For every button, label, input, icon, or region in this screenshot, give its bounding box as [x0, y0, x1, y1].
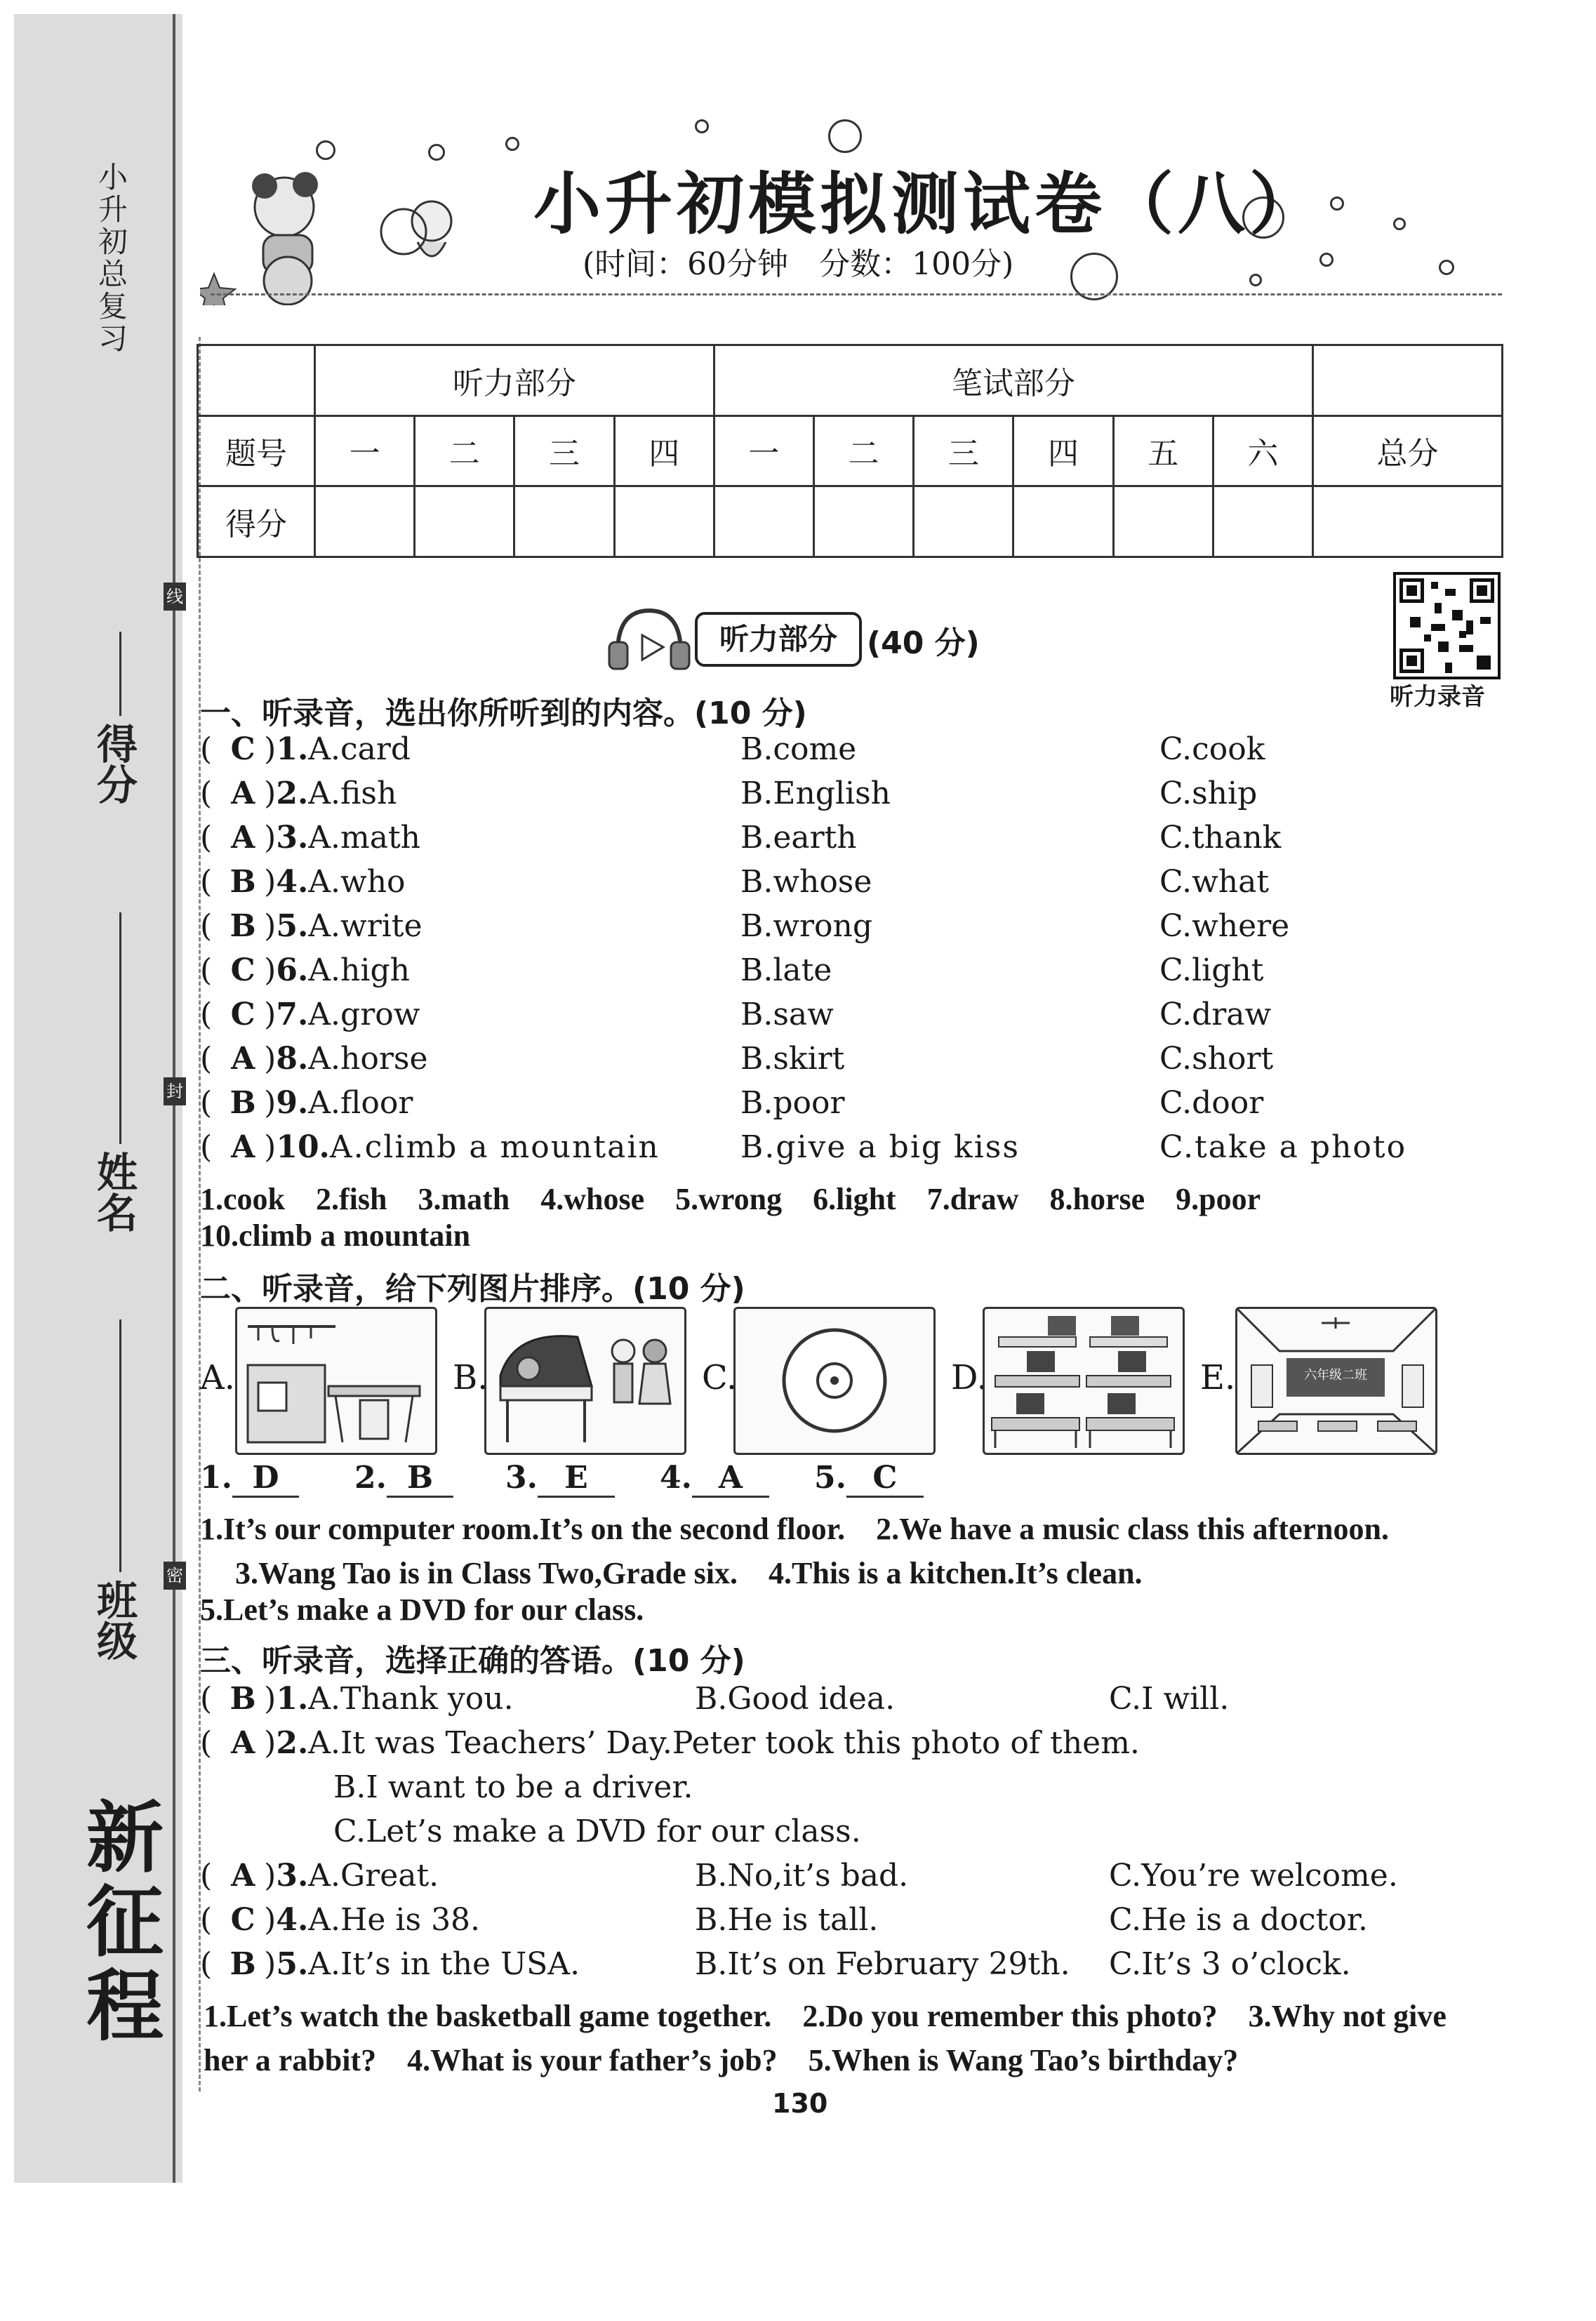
cartoon-girl-icon — [200, 151, 495, 305]
option-b: B.whose — [740, 864, 872, 900]
part1-heading: 一、听录音，选出你所听到的内容。(10 分) — [200, 696, 807, 731]
option-b: B.earth — [740, 820, 857, 856]
row-label-score: 得分 — [198, 486, 315, 557]
answer-key: her a rabbit? 4.What is your father’s job? 5.When is Wang Tao’s birthday? — [204, 2043, 1239, 2077]
option-c: C.what — [1159, 864, 1269, 900]
picture-label: E. — [1200, 1358, 1236, 1397]
answer-blank: 2. B — [354, 1460, 453, 1498]
bubble-icon — [505, 137, 519, 151]
qr-caption: 听力录音 — [1390, 683, 1485, 711]
column-header: 三 — [514, 415, 614, 486]
option-c: C.You’re welcome. — [1109, 1858, 1398, 1894]
picture-label: C. — [702, 1358, 738, 1397]
option-b: B.give a big kiss — [740, 1129, 1020, 1165]
option-c: C.light — [1159, 952, 1264, 988]
sidebar-name-label: 姓名 — [90, 1151, 138, 1232]
listening-header: 听力部分 — [315, 345, 714, 416]
option-b: B.English — [740, 776, 891, 811]
option-c: C.take a photo — [1159, 1129, 1407, 1165]
score-cell[interactable] — [714, 486, 813, 557]
option-c: C.door — [1159, 1085, 1264, 1121]
piano-icon — [484, 1307, 686, 1455]
column-header-total: 总分 — [1313, 415, 1503, 486]
answer-key: 10.climb a mountain — [200, 1218, 471, 1253]
score-cell[interactable] — [614, 486, 714, 557]
computer-room-icon — [983, 1307, 1185, 1455]
classroom-sign: 六年级二班 — [1304, 1368, 1367, 1383]
column-header: 四 — [1013, 415, 1113, 486]
column-header: 五 — [1113, 415, 1213, 486]
qr-code-icon[interactable] — [1393, 572, 1501, 679]
list-item: ( A )3.A.math — [200, 820, 421, 856]
part2-heading: 二、听录音，给下列图片排序。(10 分) — [200, 1271, 745, 1307]
list-item: ( A )10.A.climb a mountain — [200, 1129, 660, 1165]
bubble-icon — [695, 119, 709, 133]
answer-blank: 5. C — [814, 1460, 924, 1498]
column-header: 一 — [315, 415, 415, 486]
picture-label: D. — [951, 1358, 988, 1397]
score-cell[interactable] — [914, 486, 1013, 557]
seal-secret-mark: 密 — [164, 1562, 186, 1590]
score-cell[interactable] — [1113, 486, 1213, 557]
score-cell[interactable] — [1313, 486, 1503, 557]
answer-blank: 4. A — [660, 1460, 769, 1498]
score-cell[interactable] — [814, 486, 914, 557]
kitchen-icon — [235, 1307, 437, 1455]
header-divider — [211, 293, 1502, 295]
bubble-icon — [1330, 197, 1344, 211]
listening-badge: 听力部分 — [695, 612, 862, 667]
list-item: ( A )3.A.Great. — [200, 1858, 439, 1894]
list-item: ( B )4.A.who — [200, 864, 406, 900]
picture-label: A. — [200, 1358, 235, 1397]
option-c: C.It’s 3 o’clock. — [1109, 1946, 1351, 1982]
dvd-icon — [733, 1307, 936, 1455]
answer-key: 1.It’s our computer room.It’s on the second floor. 2.We have a music class this afternoon. — [200, 1512, 1389, 1546]
total-header-blank — [1313, 345, 1503, 416]
option-c: C.He is a doctor. — [1109, 1902, 1368, 1938]
seal-line-mark: 线 — [164, 583, 186, 611]
answer-key: 1.cook 2.fish 3.math 4.whose 5.wrong 6.light 7.draw 8.horse 9.poor — [200, 1182, 1261, 1216]
exam-info: (时间：60分钟 分数：100分) — [583, 246, 1014, 282]
option-b: B.He is tall. — [695, 1902, 879, 1938]
option-c: C.short — [1159, 1041, 1274, 1077]
score-underline — [119, 632, 121, 716]
option-b: B.skirt — [740, 1041, 845, 1077]
writing-header: 笔试部分 — [714, 345, 1312, 416]
column-header: 六 — [1213, 415, 1312, 486]
score-cell[interactable] — [1013, 486, 1113, 557]
seal-seal-mark: 封 — [164, 1077, 186, 1105]
column-header: 二 — [814, 415, 914, 486]
column-header: 四 — [614, 415, 714, 486]
option-b: B.No,it’s bad. — [695, 1858, 909, 1894]
sidebar-score-label: 得分 — [90, 723, 138, 804]
option-b: B.late — [740, 952, 832, 988]
list-item: ( A )2.A.fish — [200, 776, 397, 811]
option-c: C.ship — [1159, 776, 1258, 811]
score-cell[interactable] — [415, 486, 514, 557]
score-cell[interactable] — [514, 486, 614, 557]
answer-blank: 3. E — [505, 1460, 615, 1498]
picture-label: B. — [453, 1358, 488, 1397]
option-c: C.draw — [1159, 997, 1272, 1032]
name-underline — [119, 912, 121, 1144]
list-item: ( B )5.A.It’s in the USA. — [200, 1946, 580, 1982]
classroom-icon — [1235, 1307, 1437, 1455]
bubble-icon — [828, 119, 862, 153]
class-underline — [119, 1319, 121, 1572]
listening-score: (40 分) — [867, 625, 980, 661]
option-c: C.I will. — [1109, 1681, 1230, 1717]
option-b: B.saw — [740, 997, 834, 1032]
option-c: C.where — [1159, 908, 1290, 944]
bubble-icon — [1439, 260, 1454, 275]
option-c: C.Let’s make a DVD for our class. — [333, 1814, 861, 1849]
list-item: ( C )4.A.He is 38. — [200, 1902, 481, 1938]
column-header: 一 — [714, 415, 813, 486]
option-c: C.thank — [1159, 820, 1282, 856]
sidebar-series-title: 小升初总复习 — [94, 161, 128, 355]
table-corner — [198, 345, 315, 416]
row-label-question: 题号 — [198, 415, 315, 486]
answer-key: 3.Wang Tao is in Class Two,Grade six. 4.This is a kitchen.It’s clean. — [235, 1556, 1143, 1590]
bubble-icon — [428, 144, 445, 161]
headphones-icon — [604, 604, 695, 674]
list-item: ( B )1.A.Thank you. — [200, 1681, 514, 1717]
list-item: ( C )7.A.grow — [200, 997, 420, 1032]
bubble-icon — [1249, 274, 1262, 286]
bubble-icon — [1319, 253, 1334, 267]
bubble-icon — [1393, 218, 1406, 230]
list-item: ( C )1.A.card — [200, 731, 411, 767]
score-cell[interactable] — [315, 486, 415, 557]
page-number: 130 — [772, 2088, 828, 2119]
list-item: ( C )6.A.high — [200, 952, 410, 988]
list-item: ( A )2.A.It was Teachers’ Day.Peter took this photo of them. — [200, 1725, 1140, 1761]
score-table — [197, 344, 1503, 558]
page-title: 小升初模拟测试卷（八） — [533, 165, 1321, 244]
sidebar-class-label: 班级 — [90, 1579, 138, 1661]
part3-heading: 三、听录音，选择正确的答语。(10 分) — [200, 1643, 745, 1679]
option-b: B.come — [740, 731, 857, 767]
answer-blank: 1. D — [200, 1460, 299, 1498]
option-b: B.poor — [740, 1085, 845, 1121]
brand-logo: 新征程 — [74, 1797, 164, 2049]
option-b: B.wrong — [740, 908, 873, 944]
list-item: ( B )5.A.write — [200, 908, 423, 944]
answer-key: 5.Let’s make a DVD for our class. — [200, 1592, 644, 1627]
option-c: C.cook — [1159, 731, 1265, 767]
column-header: 二 — [415, 415, 514, 486]
option-b: B.It’s on February 29th. — [695, 1946, 1070, 1982]
column-header: 三 — [914, 415, 1013, 486]
option-b: B.I want to be a driver. — [333, 1769, 693, 1805]
list-item: ( B )9.A.floor — [200, 1085, 413, 1121]
option-b: B.Good idea. — [695, 1681, 896, 1717]
answer-key: 1.Let’s watch the basketball game together. 2.Do you remember this photo? 3.Why not give — [204, 1999, 1447, 2033]
list-item: ( A )8.A.horse — [200, 1041, 428, 1077]
bubble-icon — [316, 140, 335, 160]
score-cell[interactable] — [1213, 486, 1312, 557]
